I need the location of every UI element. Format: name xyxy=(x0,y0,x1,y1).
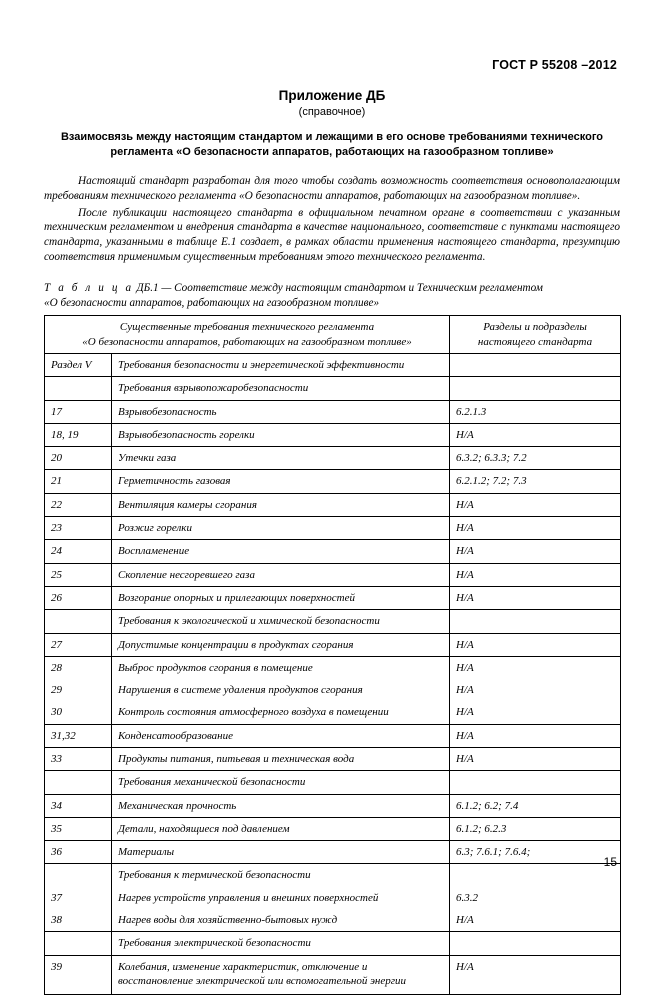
row-number: 26 xyxy=(45,586,112,609)
row-requirement: Нарушения в системе удаления продуктов сгорания xyxy=(112,679,450,701)
row-section: Н/А xyxy=(450,563,621,586)
row-requirement: Материалы xyxy=(112,841,450,864)
header-sections-line2: настоящего стандарта xyxy=(477,335,593,348)
row-requirement: Скопление несгоревшего газа xyxy=(112,563,450,586)
table-row xyxy=(45,679,621,701)
intro-paragraph-2: После публикации настоящего стандарта в официальном печатном органе в соответствии с указанным техническим регламентом и внедрения стандарта в качестве национального, соответствие с пунктами настоящего стандарта, указанными в таблице Е.1 создает, в рамках области применения настоящего стандарта, презумпцию соответствия применимым существенным требованиям этого технического регламента. xyxy=(44,206,620,264)
table-row xyxy=(45,586,621,609)
table-row xyxy=(45,701,621,724)
row-number: 23 xyxy=(45,517,112,540)
row-section: Н/А xyxy=(450,517,621,540)
table-caption xyxy=(44,281,620,311)
compliance-table xyxy=(44,315,621,994)
table-row xyxy=(45,747,621,770)
row-requirement: Требования взрывопожаробезопасности xyxy=(112,377,450,400)
row-number: 22 xyxy=(45,493,112,516)
row-section: 6.3; 7.6.1; 7.6.4; xyxy=(450,841,621,864)
row-number: 39 xyxy=(45,955,112,994)
table-row xyxy=(45,447,621,470)
intro-paragraph-1: Настоящий стандарт разработан для того чтобы создать возможность соответствия основополагающим требованиям технического регламента «О безопасности аппаратов, работающих на газообразном топливе». xyxy=(44,174,620,202)
row-number: 25 xyxy=(45,563,112,586)
row-number: Раздел V xyxy=(45,353,112,376)
row-requirement: Вентиляция камеры сгорания xyxy=(112,493,450,516)
row-section: Н/А xyxy=(450,747,621,770)
table-row xyxy=(45,909,621,932)
table-caption-dash: — xyxy=(161,282,172,295)
table-header-row xyxy=(45,316,621,354)
row-section: Н/А xyxy=(450,724,621,747)
row-section: Н/А xyxy=(450,493,621,516)
row-number: 24 xyxy=(45,540,112,563)
table-row xyxy=(45,517,621,540)
row-requirement: Продукты питания, питьевая и техническая вода xyxy=(112,747,450,770)
row-section: Н/А xyxy=(450,909,621,932)
row-number: 27 xyxy=(45,633,112,656)
table-row xyxy=(45,955,621,994)
row-section xyxy=(450,610,621,633)
row-requirement: Утечки газа xyxy=(112,447,450,470)
page-content xyxy=(44,88,620,995)
table-row xyxy=(45,353,621,376)
header-requirements-line1: Существенные требования технического регламента xyxy=(119,321,375,334)
row-number: 20 xyxy=(45,447,112,470)
table-row xyxy=(45,610,621,633)
row-section: 6.1.2; 6.2.3 xyxy=(450,817,621,840)
row-section: Н/А xyxy=(450,540,621,563)
row-section xyxy=(450,353,621,376)
row-requirement: Выброс продуктов сгорания в помещение xyxy=(112,656,450,679)
row-number: 18, 19 xyxy=(45,423,112,446)
row-number xyxy=(45,864,112,887)
row-number: 29 xyxy=(45,679,112,701)
row-number: 30 xyxy=(45,701,112,724)
row-number: 31,32 xyxy=(45,724,112,747)
table-row xyxy=(45,771,621,794)
row-section: Н/А xyxy=(450,679,621,701)
row-requirement: Допустимые концентрации в продуктах сгорания xyxy=(112,633,450,656)
row-requirement: Возгорание опорных и прилегающих поверхностей xyxy=(112,586,450,609)
row-section: 6.3.2; 6.3.3; 7.2 xyxy=(450,447,621,470)
row-requirement: Взрывобезопасность горелки xyxy=(112,423,450,446)
row-requirement: Колебания, изменение характеристик, отключение и восстановление электрической или вспомогательной энергии xyxy=(112,955,450,994)
appendix-subtitle: (справочное) xyxy=(298,106,366,118)
row-section: Н/А xyxy=(450,701,621,724)
row-section xyxy=(450,771,621,794)
header-sections-line1: Разделы и подразделы xyxy=(483,321,587,334)
row-requirement: Контроль состояния атмосферного воздуха в помещении xyxy=(112,701,450,724)
row-requirement: Розжиг горелки xyxy=(112,517,450,540)
table-row xyxy=(45,377,621,400)
row-requirement: Нагрев воды для хозяйственно-бытовых нужд xyxy=(112,909,450,932)
row-requirement: Требования электрической безопасности xyxy=(112,932,450,955)
page-number: 15 xyxy=(603,855,617,869)
table-row xyxy=(45,864,621,887)
row-requirement: Воспламенение xyxy=(112,540,450,563)
header-sections xyxy=(450,316,621,354)
table-caption-text-2: «О безопасности аппаратов, работающих на газообразном топливе» xyxy=(44,297,380,310)
table-row xyxy=(45,794,621,817)
row-section: Н/А xyxy=(450,586,621,609)
row-section: 6.1.2; 6.2; 7.4 xyxy=(450,794,621,817)
table-row xyxy=(45,932,621,955)
row-section: 6.2.1.3 xyxy=(450,400,621,423)
row-section: Н/А xyxy=(450,955,621,994)
table-row xyxy=(45,563,621,586)
table-caption-number: ДБ.1 xyxy=(136,282,159,295)
table-row xyxy=(45,470,621,493)
row-number: 37 xyxy=(45,887,112,909)
row-number: 21 xyxy=(45,470,112,493)
row-requirement: Требования к экологической и химической безопасности xyxy=(112,610,450,633)
row-section: Н/А xyxy=(450,423,621,446)
header-requirements xyxy=(45,316,450,354)
row-number: 33 xyxy=(45,747,112,770)
table-row xyxy=(45,724,621,747)
row-requirement: Герметичность газовая xyxy=(112,470,450,493)
row-requirement: Нагрев устройств управления и внешних поверхностей xyxy=(112,887,450,909)
appendix-description: Взаимосвязь между настоящим стандартом и лежащими в его основе требованиями технического регламента «О безопасности аппаратов, работающих на газообразном топливе» xyxy=(60,131,604,158)
row-number xyxy=(45,610,112,633)
row-requirement: Требования механической безопасности xyxy=(112,771,450,794)
row-number: 35 xyxy=(45,817,112,840)
table-row xyxy=(45,887,621,909)
row-number: 28 xyxy=(45,656,112,679)
row-number xyxy=(45,771,112,794)
row-requirement: Конденсатообразование xyxy=(112,724,450,747)
table-row xyxy=(45,633,621,656)
row-section: 6.3.2 xyxy=(450,887,621,909)
table-row xyxy=(45,493,621,516)
row-requirement: Механическая прочность xyxy=(112,794,450,817)
row-requirement: Взрывобезопасность xyxy=(112,400,450,423)
row-number: 17 xyxy=(45,400,112,423)
row-number xyxy=(45,377,112,400)
table-row xyxy=(45,817,621,840)
table-caption-label: Т а б л и ц а xyxy=(44,282,134,295)
row-section xyxy=(450,377,621,400)
row-number: 34 xyxy=(45,794,112,817)
table-row xyxy=(45,400,621,423)
row-requirement: Детали, находящиеся под давлением xyxy=(112,817,450,840)
table-body xyxy=(45,353,621,994)
header-requirements-line2: «О безопасности аппаратов, работающих на газообразном топливе» xyxy=(82,335,412,348)
table-row xyxy=(45,656,621,679)
row-section: Н/А xyxy=(450,656,621,679)
row-requirement: Требования к термической безопасности xyxy=(112,864,450,887)
row-section xyxy=(450,864,621,887)
row-section xyxy=(450,932,621,955)
table-caption-text-1: Соответствие между настоящим стандартом и Техническим регламентом xyxy=(174,282,543,295)
row-section: Н/А xyxy=(450,633,621,656)
row-requirement: Требования безопасности и энергетической эффективности xyxy=(112,353,450,376)
table-row xyxy=(45,423,621,446)
row-number: 36 xyxy=(45,841,112,864)
appendix-title: Приложение ДБ xyxy=(278,88,386,103)
table-row xyxy=(45,540,621,563)
row-number: 38 xyxy=(45,909,112,932)
standard-header: ГОСТ Р 55208 –2012 xyxy=(492,58,617,72)
table-row xyxy=(45,841,621,864)
table-head xyxy=(45,316,621,354)
row-number xyxy=(45,932,112,955)
row-section: 6.2.1.2; 7.2; 7.3 xyxy=(450,470,621,493)
